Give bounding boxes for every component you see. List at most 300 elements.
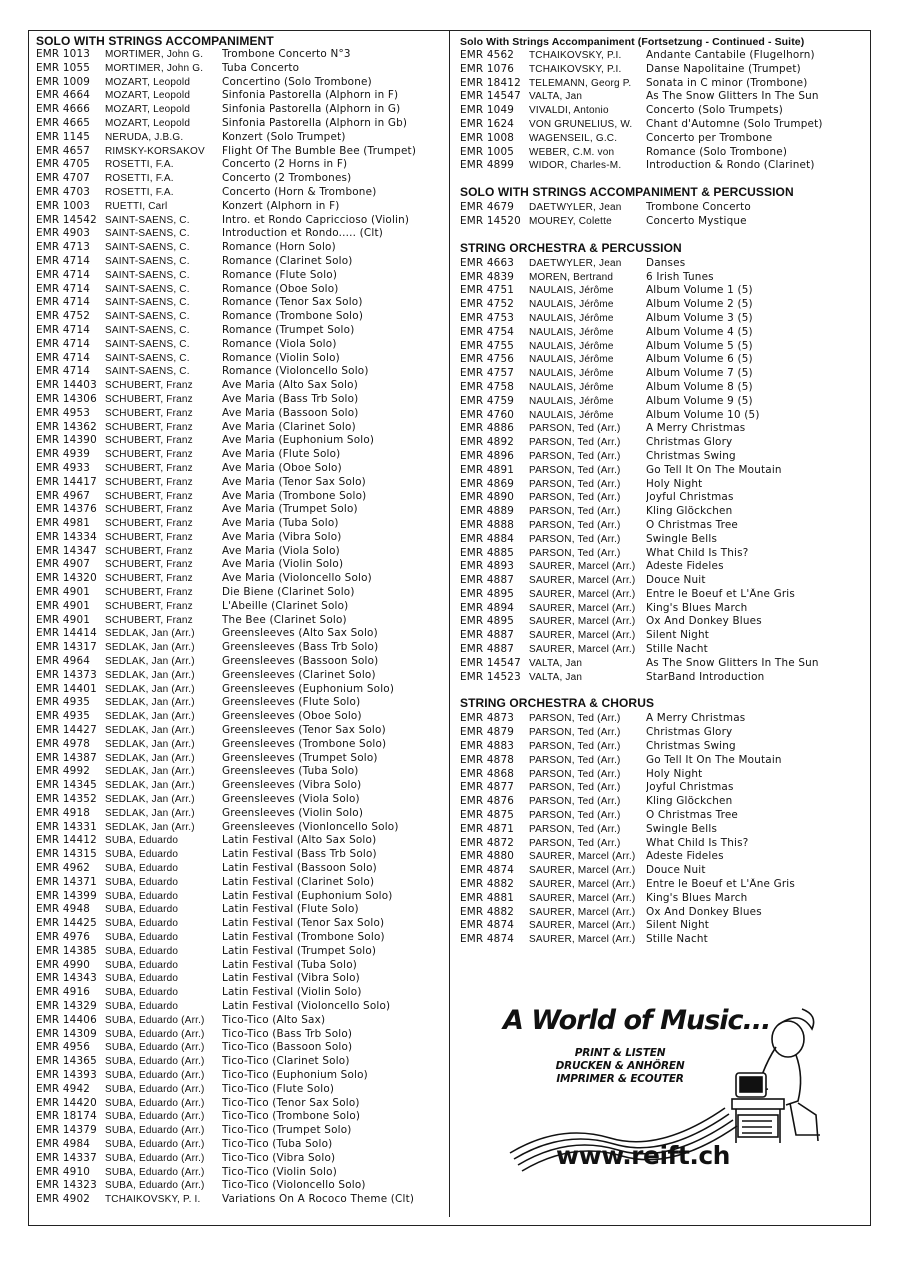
catalog-row [460,878,864,892]
catalog-code: EMR 4752 [36,310,91,323]
section-title: SOLO WITH STRINGS ACCOMPANIMENT [36,34,274,48]
piece-title: Konzert (Solo Trumpet) [222,130,346,143]
piece-title: Album Volume 8 (5) [646,380,753,393]
catalog-row [460,450,864,464]
composer-name: SEDLAK, Jan (Arr.) [105,683,195,695]
catalog-section [460,696,864,947]
composer-name: SCHUBERT, Franz [105,504,193,516]
composer-name: SAURER, Marcel (Arr.) [529,602,636,614]
piece-title: Album Volume 7 (5) [646,367,753,380]
composer-name: SAURER, Marcel (Arr.) [529,906,636,918]
catalog-code: EMR 14343 [36,972,97,985]
piece-title: Swingle Bells [646,532,718,545]
catalog-code: EMR 4948 [36,903,91,916]
composer-name: SUBA, Eduardo [105,1000,179,1012]
piece-title: Latin Festival (Vibra Solo) [222,972,360,985]
composer-name: PARSON, Ted (Arr.) [529,519,621,531]
piece-title: Sonata in C minor (Trombone) [646,76,808,89]
catalog-row [36,476,444,490]
catalog-code: EMR 14425 [36,917,97,930]
piece-title: Konzert (Alphorn in F) [222,199,340,212]
catalog-code: EMR 4964 [36,655,91,668]
catalog-section [460,35,864,173]
catalog-row [36,324,444,338]
composer-name: SCHUBERT, Franz [105,614,193,626]
composer-name: SCHUBERT, Franz [105,573,193,585]
piece-title: Tuba Concerto [222,61,300,74]
catalog-code: EMR 4714 [36,323,91,336]
catalog-code: EMR 4891 [460,463,515,476]
composer-name: TCHAIKOVSKY, P.I. [529,63,622,75]
catalog-section [460,185,864,229]
catalog-code: EMR 4877 [460,781,515,794]
catalog-row [460,519,864,533]
composer-name: SAURER, Marcel (Arr.) [529,920,636,932]
catalog-code: EMR 4935 [36,696,91,709]
composer-name: RUETTI, Carl [105,200,168,212]
composer-name: PARSON, Ted (Arr.) [529,727,621,739]
catalog-row [36,986,444,1000]
piece-title: Greensleeves (Flute Solo) [222,696,361,709]
piece-title: Latin Festival (Bass Trb Solo) [222,848,377,861]
piece-title: Tico-Tico (Trombone Solo) [222,1110,361,1123]
catalog-row [36,269,444,283]
catalog-row [36,903,444,917]
section-title: SOLO WITH STRINGS ACCOMPANIMENT & PERCUSSION [460,185,794,200]
composer-name: SUBA, Eduardo (Arr.) [105,1083,205,1095]
composer-name: SCHUBERT, Franz [105,380,193,392]
catalog-row [460,491,864,505]
catalog-section [460,241,864,685]
catalog-row [36,1110,444,1124]
piece-title: Romance (Clarinet Solo) [222,254,353,267]
column-divider [449,31,450,1217]
piece-title: Ave Maria (Alto Sax Solo) [222,379,358,392]
catalog-code: EMR 4874 [460,919,515,932]
catalog-code: EMR 4984 [36,1137,91,1150]
catalog-code: EMR 4887 [460,574,515,587]
catalog-code: EMR 14323 [36,1179,97,1192]
composer-name: SUBA, Eduardo [105,945,179,957]
catalog-code: EMR 4894 [460,601,515,614]
logo-url: www.reift.ch [556,1141,730,1170]
composer-name: SUBA, Eduardo (Arr.) [105,1111,205,1123]
composer-name: SAINT-SAENS, C. [105,228,190,240]
piece-title: A Merry Christmas [646,712,746,725]
catalog-code: EMR 4953 [36,406,91,419]
catalog-row [36,117,444,131]
catalog-row [36,89,444,103]
catalog-code: EMR 4918 [36,806,91,819]
catalog-row [460,602,864,616]
piece-title: Holy Night [646,477,703,490]
piece-title: 6 Irish Tunes [646,270,714,283]
catalog-code: EMR 4707 [36,172,91,185]
catalog-code: EMR 4868 [460,767,515,780]
piece-title: Intro. et Rondo Capriccioso (Violin) [222,213,410,226]
catalog-row [36,945,444,959]
composer-name: SUBA, Eduardo [105,863,179,875]
piece-title: Latin Festival (Tuba Solo) [222,958,358,971]
catalog-row [36,503,444,517]
piece-title: Romance (Flute Solo) [222,268,338,281]
piece-title: Greensleeves (Oboe Solo) [222,710,362,723]
piece-title: Kling Glöckchen [646,795,733,808]
catalog-row [36,227,444,241]
composer-name: SUBA, Eduardo [105,959,179,971]
composer-name: NAULAIS, Jérôme [529,368,614,380]
composer-name: SEDLAK, Jan (Arr.) [105,794,195,806]
piece-title: Kling Glöckchen [646,505,733,518]
composer-name: SEDLAK, Jan (Arr.) [105,780,195,792]
piece-title: Romance (Violin Solo) [222,351,340,364]
composer-name: SEDLAK, Jan (Arr.) [105,725,195,737]
composer-name: SEDLAK, Jan (Arr.) [105,766,195,778]
composer-name: NAULAIS, Jérôme [529,354,614,366]
catalog-row [36,972,444,986]
composer-name: SAURER, Marcel (Arr.) [529,892,636,904]
piece-title: Ave Maria (Bass Trb Solo) [222,392,359,405]
piece-title: Swingle Bells [646,822,718,835]
piece-title: Greensleeves (Trumpet Solo) [222,751,378,764]
catalog-row [460,257,864,271]
composer-name: SCHUBERT, Franz [105,476,193,488]
piece-title: Album Volume 4 (5) [646,325,753,338]
piece-title: Greensleeves (Tenor Sax Solo) [222,724,386,737]
catalog-code: EMR 4753 [460,311,515,324]
catalog-row [36,572,444,586]
catalog-code: EMR 4962 [36,862,91,875]
catalog-row [36,558,444,572]
catalog-row [36,393,444,407]
catalog-row [36,296,444,310]
piece-title: Romance (Trumpet Solo) [222,323,355,336]
composer-name: MORTIMER, John G. [105,49,204,60]
piece-title: Album Volume 5 (5) [646,339,753,352]
composer-name: SEDLAK, Jan (Arr.) [105,642,195,654]
catalog-code: EMR 4879 [460,726,515,739]
catalog-code: EMR 4889 [460,505,515,518]
composer-name: SAINT-SAENS, C. [105,352,190,364]
catalog-row [460,892,864,906]
catalog-code: EMR 4885 [460,546,515,559]
composer-name: DAETWYLER, Jean [529,257,622,269]
catalog-code: EMR 4887 [460,643,515,656]
piece-title: Concertino (Solo Trombone) [222,75,372,88]
catalog-row [36,517,444,531]
piece-title: Sinfonia Pastorella (Alphorn in G) [222,103,401,116]
catalog-code: EMR 4876 [460,795,515,808]
catalog-code: EMR 14331 [36,820,97,833]
catalog-row [460,284,864,298]
piece-title: Ave Maria (Flute Solo) [222,448,341,461]
piece-title: Romance (Oboe Solo) [222,282,339,295]
catalog-row [460,809,864,823]
piece-title: As The Snow Glitters In The Sun [646,90,819,103]
catalog-row [460,159,864,173]
composer-name: NAULAIS, Jérôme [529,312,614,324]
piece-title: What Child Is This? [646,546,749,559]
catalog-row [36,448,444,462]
catalog-code: EMR 14387 [36,751,97,764]
reift-logo [500,1003,830,1175]
composer-name: SAURER, Marcel (Arr.) [529,879,636,891]
catalog-code: EMR 4875 [460,809,515,822]
piece-title: Latin Festival (Euphonium Solo) [222,889,393,902]
catalog-code: EMR 4899 [460,159,515,172]
composer-name: SUBA, Eduardo (Arr.) [105,1180,205,1192]
catalog-row [460,726,864,740]
composer-name: PARSON, Ted (Arr.) [529,823,621,835]
catalog-code: EMR 4935 [36,710,91,723]
composer-name: PARSON, Ted (Arr.) [529,423,621,435]
catalog-code: EMR 4939 [36,448,91,461]
piece-title: Ave Maria (Tuba Solo) [222,517,339,530]
piece-title: Introduction & Rondo (Clarinet) [646,159,815,172]
composer-name: WEBER, C.M. von [529,146,615,158]
composer-name: RIMSKY-KORSAKOV [105,145,205,157]
composer-name: SCHUBERT, Franz [105,545,193,557]
catalog-code: EMR 4759 [460,394,515,407]
composer-name: VIVALDI, Antonio [529,105,609,117]
catalog-code: EMR 4910 [36,1165,91,1178]
catalog-row [36,931,444,945]
piece-title: Entre le Boeuf et L'Âne Gris [646,878,795,891]
piece-title: Latin Festival (Bassoon Solo) [222,862,377,875]
piece-title: Latin Festival (Clarinet Solo) [222,875,375,888]
catalog-row [460,146,864,160]
catalog-row [460,864,864,878]
catalog-code: EMR 1013 [36,48,91,60]
piece-title: Romance (Viola Solo) [222,337,337,350]
catalog-code: EMR 4956 [36,1041,91,1054]
catalog-code: EMR 14385 [36,944,97,957]
piece-title: StarBand Introduction [646,670,765,683]
piece-title: Sinfonia Pastorella (Alphorn in Gb) [222,116,408,129]
composer-name: SUBA, Eduardo [105,849,179,861]
catalog-code: EMR 4874 [460,933,515,946]
catalog-row [460,533,864,547]
composer-name: SAINT-SAENS, C. [105,255,190,267]
piece-title: Romance (Violoncello Solo) [222,365,369,378]
catalog-code: EMR 4872 [460,836,515,849]
catalog-row [36,1014,444,1028]
catalog-code: EMR 4978 [36,737,91,750]
catalog-code: EMR 4884 [460,532,515,545]
piece-title: Latin Festival (Violin Solo) [222,986,362,999]
catalog-code: EMR 14371 [36,875,97,888]
catalog-code: EMR 4902 [36,1193,91,1206]
catalog-row [36,917,444,931]
catalog-row [460,395,864,409]
catalog-code: EMR 4752 [460,298,515,311]
catalog-code: EMR 14315 [36,848,97,861]
piece-title: Tico-Tico (Bassoon Solo) [222,1041,353,1054]
catalog-code: EMR 4755 [460,339,515,352]
catalog-row [36,158,444,172]
catalog-row [460,326,864,340]
composer-name: TCHAIKOVSKY, P.I. [529,50,622,61]
catalog-row [460,671,864,685]
logo-tagline-en: PRINT & LISTEN [574,1047,666,1059]
catalog-row [36,848,444,862]
catalog-code: EMR 4881 [460,891,515,904]
composer-name: SUBA, Eduardo [105,876,179,888]
catalog-code: EMR 4942 [36,1082,91,1095]
catalog-row [36,62,444,76]
catalog-code: EMR 1008 [460,131,515,144]
composer-name: SEDLAK, Jan (Arr.) [105,711,195,723]
piece-title: Ave Maria (Viola Solo) [222,544,340,557]
composer-name: PARSON, Ted (Arr.) [529,506,621,518]
piece-title: Album Volume 10 (5) [646,408,760,421]
composer-name: PARSON, Ted (Arr.) [529,713,621,725]
composer-name: SUBA, Eduardo [105,973,179,985]
composer-name: VON GRUNELIUS, W. [529,118,633,130]
catalog-row [36,48,444,62]
catalog-row [36,76,444,90]
catalog-code: EMR 4756 [460,353,515,366]
catalog-code: EMR 4893 [460,560,515,573]
catalog-code: EMR 4714 [36,351,91,364]
piece-title: Die Biene (Clarinet Solo) [222,586,355,599]
composer-name: MOZART, Leopold [105,117,191,129]
composer-name: SEDLAK, Jan (Arr.) [105,628,195,640]
piece-title: Ave Maria (Bassoon Solo) [222,406,359,419]
composer-name: SEDLAK, Jan (Arr.) [105,669,195,681]
catalog-row [460,740,864,754]
piece-title: Flight Of The Bumble Bee (Trumpet) [222,144,417,157]
catalog-row [36,834,444,848]
catalog-code: EMR 1145 [36,130,91,143]
catalog-row [460,919,864,933]
catalog-code: EMR 14320 [36,572,97,585]
composer-name: NAULAIS, Jérôme [529,340,614,352]
piece-title: A Merry Christmas [646,422,746,435]
catalog-code: EMR 14417 [36,475,97,488]
catalog-row [460,754,864,768]
catalog-row [36,752,444,766]
composer-name: SUBA, Eduardo (Arr.) [105,1152,205,1164]
catalog-code: EMR 1624 [460,117,515,130]
right-column [460,35,864,959]
catalog-code: EMR 1055 [36,61,91,74]
piece-title: Chant d'Automne (Solo Trumpet) [646,117,823,130]
composer-name: PARSON, Ted (Arr.) [529,450,621,462]
catalog-code: EMR 4758 [460,380,515,393]
catalog-code: EMR 4883 [460,740,515,753]
catalog-row [460,340,864,354]
composer-name: NERUDA, J.B.G. [105,131,184,143]
piece-title: Latin Festival (Trumpet Solo) [222,944,377,957]
composer-name: SAINT-SAENS, C. [105,297,190,309]
catalog-code: EMR 14306 [36,392,97,405]
catalog-row [36,641,444,655]
catalog-row [36,669,444,683]
piece-title: Douce Nuit [646,864,706,877]
composer-name: VALTA, Jan [529,91,583,103]
catalog-row [460,629,864,643]
composer-name: SCHUBERT, Franz [105,393,193,405]
piece-title: Christmas Swing [646,740,736,753]
composer-name: PARSON, Ted (Arr.) [529,810,621,822]
left-column [36,34,444,1207]
catalog-row [36,655,444,669]
catalog-row [36,1152,444,1166]
catalog-row [460,215,864,229]
catalog-code: EMR 4871 [460,822,515,835]
catalog-row [36,779,444,793]
catalog-row [36,627,444,641]
piece-title: King's Blues March [646,601,748,614]
composer-name: SUBA, Eduardo (Arr.) [105,1166,205,1178]
catalog-row [460,795,864,809]
piece-title: Album Volume 3 (5) [646,311,753,324]
piece-title: Ox And Donkey Blues [646,905,762,918]
catalog-row [460,574,864,588]
catalog-code: EMR 14379 [36,1124,97,1137]
piece-title: As The Snow Glitters In The Sun [646,656,819,669]
catalog-row [36,145,444,159]
catalog-code: EMR 4981 [36,517,91,530]
piece-title: Introduction et Rondo..... (Clt) [222,227,384,240]
section-title: Solo With Strings Accompaniment (Fortsetzung - Continued - Suite) [460,36,805,48]
composer-name: SCHUBERT, Franz [105,449,193,461]
catalog-row [36,1041,444,1055]
catalog-code: EMR 14334 [36,530,97,543]
piece-title: L'Abeille (Clarinet Solo) [222,599,349,612]
catalog-code: EMR 4760 [460,408,515,421]
catalog-row [460,436,864,450]
catalog-code: EMR 4967 [36,489,91,502]
piece-title: Ave Maria (Trombone Solo) [222,489,367,502]
composer-name: SAINT-SAENS, C. [105,324,190,336]
piece-title: Ave Maria (Violin Solo) [222,558,344,571]
catalog-code: EMR 4714 [36,365,91,378]
catalog-code: EMR 4887 [460,629,515,642]
piece-title: Tico-Tico (Euphonium Solo) [222,1068,368,1081]
piece-title: Ave Maria (Clarinet Solo) [222,420,356,433]
catalog-code: EMR 4903 [36,227,91,240]
catalog-code: EMR 4664 [36,89,91,102]
composer-name: PARSON, Ted (Arr.) [529,754,621,766]
catalog-code: EMR 4892 [460,436,515,449]
piece-title: Go Tell It On The Moutain [646,753,782,766]
piece-title: Concerto Mystique [646,214,747,227]
piece-title: Christmas Glory [646,726,733,739]
composer-name: SAINT-SAENS, C. [105,283,190,295]
piece-title: Album Volume 2 (5) [646,298,753,311]
catalog-row [460,933,864,947]
composer-name: SUBA, Eduardo (Arr.) [105,1069,205,1081]
catalog-row [460,271,864,285]
catalog-row [36,710,444,724]
catalog-code: EMR 1009 [36,75,91,88]
composer-name: ROSETTI, F.A. [105,186,174,198]
catalog-row [460,49,864,63]
composer-name: NAULAIS, Jérôme [529,285,614,297]
catalog-code: EMR 14542 [36,213,97,226]
catalog-row [460,560,864,574]
catalog-row [460,409,864,423]
catalog-code: EMR 14352 [36,793,97,806]
piece-title: Tico-Tico (Trumpet Solo) [222,1124,352,1137]
catalog-row [460,906,864,920]
catalog-code: EMR 4657 [36,144,91,157]
catalog-code: EMR 4665 [36,116,91,129]
piece-title: Stille Nacht [646,933,708,946]
composer-name: PARSON, Ted (Arr.) [529,796,621,808]
